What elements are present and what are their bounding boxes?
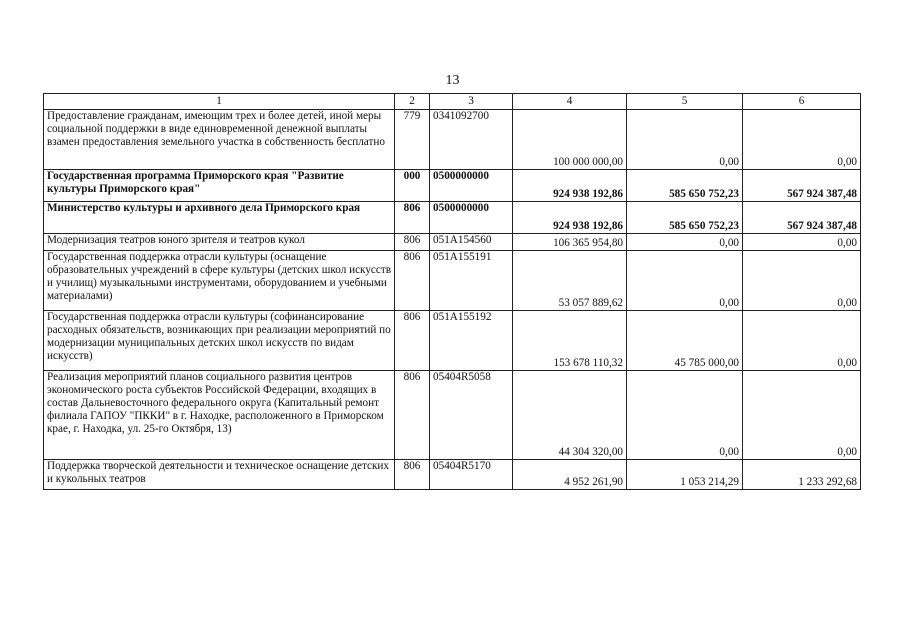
row-value-4: 44 304 320,00 — [513, 371, 627, 460]
row-target-article: 051A155191 — [430, 251, 513, 311]
row-value-6: 567 924 387,48 — [743, 170, 861, 202]
row-name: Государственная поддержка отрасли культуры (оснащение образовательных учреждений в сфере культуры (детских школ искусств и училищ) музыкальными инструментами, оборудованием и учебными материалами) — [44, 251, 395, 311]
row-value-5: 1 053 214,29 — [627, 460, 743, 490]
row-value-6: 0,00 — [743, 234, 861, 251]
row-name: Министерство культуры и архивного дела Приморского края — [44, 202, 395, 234]
row-value-6: 0,00 — [743, 251, 861, 311]
header-col-3: 3 — [430, 94, 513, 110]
table-row — [44, 110, 861, 170]
header-col-6: 6 — [743, 94, 861, 110]
row-target-article: 0500000000 — [430, 202, 513, 234]
row-code: 806 — [395, 251, 430, 311]
row-value-4: 53 057 889,62 — [513, 251, 627, 311]
row-value-6: 1 233 292,68 — [743, 460, 861, 490]
row-code: 806 — [395, 202, 430, 234]
row-value-5: 0,00 — [627, 251, 743, 311]
row-value-4: 924 938 192,86 — [513, 202, 627, 234]
row-target-article: 0500000000 — [430, 170, 513, 202]
table-row — [44, 234, 861, 251]
header-col-4: 4 — [513, 94, 627, 110]
row-value-5: 0,00 — [627, 110, 743, 170]
table-row — [44, 460, 861, 490]
row-value-4: 153 678 110,32 — [513, 311, 627, 371]
row-value-4: 4 952 261,90 — [513, 460, 627, 490]
row-code: 000 — [395, 170, 430, 202]
row-name: Модернизация театров юного зрителя и театров кукол — [44, 234, 395, 251]
row-code: 779 — [395, 110, 430, 170]
row-name: Предоставление гражданам, имеющим трех и более детей, иной меры социальной поддержки в виде единовременной денежной выплаты взамен предоставления земельного участка в собственность бесплатно — [44, 110, 395, 170]
row-value-6: 567 924 387,48 — [743, 202, 861, 234]
row-value-5: 45 785 000,00 — [627, 311, 743, 371]
row-target-article: 05404R5170 — [430, 460, 513, 490]
table-row — [44, 202, 861, 234]
row-value-5: 585 650 752,23 — [627, 170, 743, 202]
row-name: Поддержка творческой деятельности и техническое оснащение детских и кукольных театров — [44, 460, 395, 490]
row-value-6: 0,00 — [743, 311, 861, 371]
row-value-4: 924 938 192,86 — [513, 170, 627, 202]
row-code: 806 — [395, 311, 430, 371]
table-row — [44, 311, 861, 371]
header-col-2: 2 — [395, 94, 430, 110]
row-name: Государственная поддержка отрасли культуры (софинансирование расходных обязательств, возникающих при реализации мероприятий по модернизации муниципальных детских школ искусств по видам искусств) — [44, 311, 395, 371]
row-code: 806 — [395, 460, 430, 490]
row-code: 806 — [395, 371, 430, 460]
table-row — [44, 371, 861, 460]
row-value-5: 0,00 — [627, 234, 743, 251]
row-value-6: 0,00 — [743, 110, 861, 170]
budget-table — [43, 93, 861, 490]
row-target-article: 051A155192 — [430, 311, 513, 371]
header-col-1: 1 — [44, 94, 395, 110]
row-target-article: 051A154560 — [430, 234, 513, 251]
row-name: Государственная программа Приморского края "Развитие культуры Приморского края" — [44, 170, 395, 202]
row-value-5: 0,00 — [627, 371, 743, 460]
row-target-article: 05404R5058 — [430, 371, 513, 460]
row-value-4: 100 000 000,00 — [513, 110, 627, 170]
table-row — [44, 170, 861, 202]
row-value-6: 0,00 — [743, 371, 861, 460]
row-code: 806 — [395, 234, 430, 251]
table-header-row — [44, 94, 861, 110]
table-row — [44, 251, 861, 311]
header-col-5: 5 — [627, 94, 743, 110]
row-value-4: 106 365 954,80 — [513, 234, 627, 251]
page-number: 13 — [445, 73, 460, 88]
row-value-5: 585 650 752,23 — [627, 202, 743, 234]
row-target-article: 0341092700 — [430, 110, 513, 170]
row-name: Реализация мероприятий планов социального развития центров экономического роста субъектов Российской Федерации, входящих в состав Дальневосточного федерального округа (Капитальный ремонт филиала ГАПОУ "ПККИ" в г. Находке, расположенного в Приморском крае, г. Находка, ул. 25-го Октября, 13) — [44, 371, 395, 460]
